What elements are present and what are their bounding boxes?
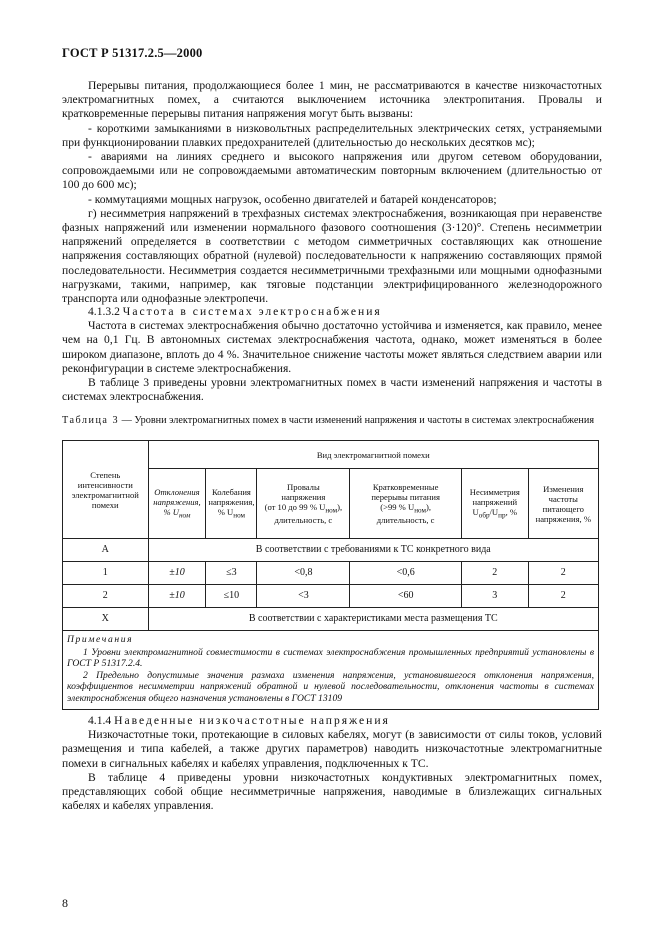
cell-fluctuation: ≤3 bbox=[206, 562, 257, 585]
cell-interruptions: <0,6 bbox=[350, 562, 462, 585]
section-4-1-3-2 bbox=[62, 305, 602, 404]
table-caption bbox=[62, 415, 602, 428]
paragraph: Перерывы питания, продолжающиеся более 1 мин, не рассматриваются в качестве низкочастотных электромагнитных помех, а считаются выключением источника электропитания. Провалы и кратковременные перерывы питания напряжения могут быть вызваны: bbox=[62, 79, 602, 121]
cell-unbalance: 3 bbox=[461, 585, 528, 608]
table-row bbox=[63, 539, 599, 562]
page-number: 8 bbox=[62, 896, 68, 910]
text-block-interruptions bbox=[62, 79, 602, 306]
cell-level: А bbox=[63, 539, 149, 562]
cell-level: 2 bbox=[63, 585, 149, 608]
table-notes bbox=[63, 631, 599, 710]
section-4-1-4 bbox=[62, 714, 602, 813]
cell-deviation: ±10 bbox=[148, 585, 206, 608]
paragraph: В таблице 4 приведены уровни низкочастотных кондуктивных электромагнитных помех, представляющих собой общие несимметричные напряжения, наводимые в близлежащих сигнальных кабелях и кабелях управления. bbox=[62, 770, 602, 813]
note-2: 2 Предельно допустимые значения размаха изменения напряжения, установившегося отклонения напряжения, коэффициентов несимметрии напряжений обратной и нулевой последовательности, отклонения частоты в системах электроснабжения общего назначения установлены в ГОСТ 13109 bbox=[67, 669, 594, 704]
bullet-item: - коммутациями мощных нагрузок, особенно двигателей и батарей конденсаторов; bbox=[88, 192, 497, 206]
cell-deviation: ±10 bbox=[148, 562, 206, 585]
table-label: Таблица 3 bbox=[62, 415, 120, 426]
section-heading bbox=[62, 714, 602, 728]
cell-frequency: 2 bbox=[528, 585, 598, 608]
table-header-row bbox=[63, 441, 599, 469]
cell-unbalance: 2 bbox=[461, 562, 528, 585]
table-row bbox=[63, 562, 599, 585]
table-row bbox=[63, 608, 599, 631]
table-caption-text: — Уровни электромагнитных помех в части изменений напряжения и частоты в системах электроснабжения bbox=[119, 415, 595, 426]
table-notes-row bbox=[63, 631, 599, 710]
document-header: ГОСТ Р 51317.2.5—2000 bbox=[62, 46, 203, 60]
notes-title: Примечания bbox=[67, 634, 134, 645]
header-interruptions: Кратковременные перерывы питания (>99 % $U_{ном}$), длительность, с bbox=[350, 469, 462, 539]
section-number: 4.1.4 bbox=[88, 714, 112, 727]
cell-level: Х bbox=[63, 608, 149, 631]
header-dips: Провалы напряжения (от 10 до 99 % $U_{ном}$), длительность, с bbox=[257, 469, 350, 539]
list-item-g: г) несимметрия напряжений в трехфазных системах электроснабжения, возникающая при неравенстве фазных напряжений или изменении нормального фазового соотношения (3·120)°. Степень несимметрии напряжений определяется в соответствии с методом симметричных составляющих как отношение напряжения составляющих обратной (нулевой) последовательности к напряжению составляющих прямой последовательности. Несимметрия создается несимметричными трехфазными или мощными однофазными нагрузками, такими, например, как тяговые подстанции электрифицированного железнодорожного транспорта или однофазные электропечи. bbox=[62, 206, 602, 306]
cell-frequency: 2 bbox=[528, 562, 598, 585]
cell-merged: В соответствии с характеристиками места размещения ТС bbox=[148, 608, 598, 631]
header-group: Вид электромагнитной помехи bbox=[148, 441, 598, 469]
cell-fluctuation: ≤10 bbox=[206, 585, 257, 608]
cell-level: 1 bbox=[63, 562, 149, 585]
header-fluctuation: Колебания напряжения, % $U_{ном}$ bbox=[206, 469, 257, 539]
note-1: 1 Уровни электромагнитной совместимости в системах электроснабжения промышленных предприятий установлены в ГОСТ Р 51317.2.4. bbox=[67, 646, 594, 670]
header-degree: Степень интенсивности электромагнитной помехи bbox=[63, 441, 149, 539]
section-title: Частота в системах электроснабжения bbox=[122, 305, 382, 318]
section-heading bbox=[62, 305, 602, 319]
header-frequency: Изменения частоты питающего напряжения, % bbox=[528, 469, 598, 539]
cell-interruptions: <60 bbox=[350, 585, 462, 608]
section-title: Наведенные низкочастотные напряжения bbox=[114, 714, 390, 727]
table-3 bbox=[62, 440, 599, 710]
header-deviation: Отклонения напряжения, % $U_{ном}$ bbox=[148, 469, 206, 539]
cell-dips: <0,8 bbox=[257, 562, 350, 585]
bullet-item: - авариями на линиях среднего и высокого напряжения или другом сетевом оборудовании, сопровождаемыми или не сопровождаемыми автоматическим повторным включением (длительностью от 100 до 600 мс); bbox=[62, 150, 602, 192]
table-row bbox=[63, 585, 599, 608]
paragraph: В таблице 3 приведены уровни электромагнитных помех в части изменений напряжения и частоты в системах электроснабжения. bbox=[62, 376, 602, 404]
cell-dips: <3 bbox=[257, 585, 350, 608]
paragraph: Частота в системах электроснабжения обычно достаточно устойчива и изменяется, как правило, менее чем на 0,1 Гц. В автономных системах электроснабжения частота, однако, может изменяться в более широком диапазоне, вплоть до 4 %. Значительное снижение частоты может являться следствием аварии или реконфигурации в системе электроснабжения. bbox=[62, 319, 602, 375]
paragraph: Низкочастотные токи, протекающие в силовых кабелях, могут (в зависимости от силы токов, условий размещения и типа кабелей, а также других параметров) наводить низкочастотные электромагнитные помехи в сигнальных кабелях и кабелях управления, подключенных к ТС. bbox=[62, 728, 602, 770]
section-number: 4.1.3.2 bbox=[88, 305, 120, 318]
cell-merged: В соответствии с требованиями к ТС конкретного вида bbox=[148, 539, 598, 562]
header-unbalance: Несимметрия напряжений $U_{обр}/U_{пр}$, % bbox=[461, 469, 528, 539]
bullet-item: - короткими замыканиями в низковольтных распределительных электрических сетях, устраняемыми при функционировании плавких предохранителей (длительностью до нескольких десятков мс); bbox=[62, 121, 602, 149]
